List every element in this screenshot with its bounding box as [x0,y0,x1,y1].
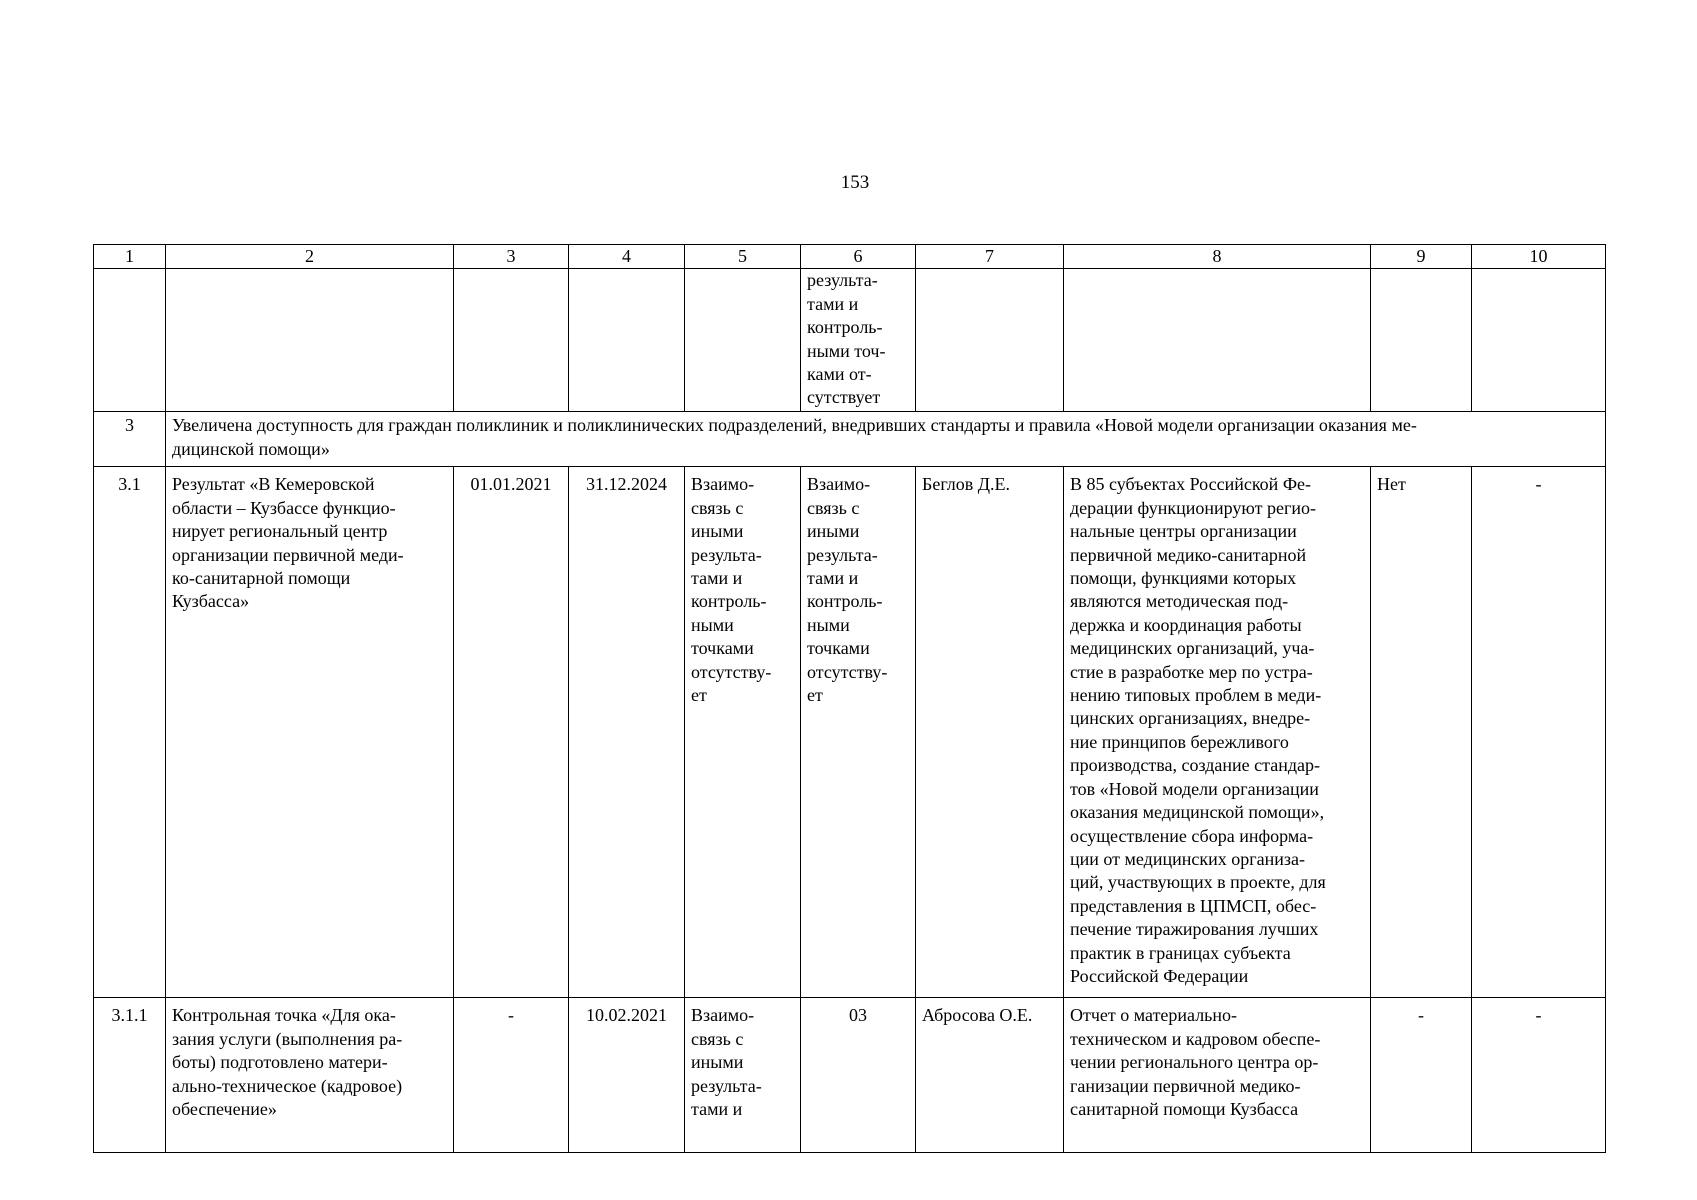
column-header: 9 [1371,245,1472,269]
col10-value: - [1472,998,1606,1153]
column-header: 7 [916,245,1064,269]
relationship-cell: Взаимо- связь с иными результа- тами и [685,998,801,1153]
empty-cell [1064,269,1371,412]
empty-cell [569,269,685,412]
end-date: 10.02.2021 [569,998,685,1153]
empty-cell [1472,269,1606,412]
column-number-header-row [94,245,1606,269]
column-header: 4 [569,245,685,269]
col10-value: - [1472,467,1606,998]
section-number: 3 [94,412,166,467]
page-number: 153 [840,172,870,193]
section-row [94,412,1606,467]
result-name: Контрольная точка «Для ока- зания услуги (выполнения ра- боты) подготовлено матери- ально-техническое (кадровое) обеспечение» [166,998,454,1153]
result-name: Результат «В Кемеровской области – Кузбассе функцио- нирует региональный центр организации первичной меди- ко-санитарной помощи Кузбасса» [166,467,454,998]
empty-cell [454,269,569,412]
empty-cell [94,269,166,412]
row-number: 3.1.1 [94,998,166,1153]
start-date: 01.01.2021 [454,467,569,998]
empty-cell [166,269,454,412]
result-description: Отчет о материально- техническом и кадровом обеспе- чении регионального центра ор- ганизации первичной медико- санитарной помощи Кузбасса [1064,998,1371,1153]
project-plan-table [93,244,1606,1153]
relationship-cell: Взаимо- связь с иными результа- тами и контроль- ными точками отсутству- ет [801,467,916,998]
end-date: 31.12.2024 [569,467,685,998]
relationship-cell: результа- тами и контроль- ными точ- ками от- сутствует [801,269,916,412]
empty-cell [1371,269,1472,412]
empty-cell [685,269,801,412]
relationship-cell: 03 [801,998,916,1153]
column-header: 5 [685,245,801,269]
col9-value: - [1371,998,1472,1153]
section-title: Увеличена доступность для граждан поликлиник и поликлинических подразделений, внедривших стандарты и правила «Новой модели организации оказания ме- дицинской помощи» [166,412,1606,467]
row-number: 3.1 [94,467,166,998]
column-header: 6 [801,245,916,269]
col9-value: Нет [1371,467,1472,998]
column-header: 3 [454,245,569,269]
responsible-person: Абросова О.Е. [916,998,1064,1153]
column-header: 8 [1064,245,1371,269]
empty-cell [916,269,1064,412]
column-header: 1 [94,245,166,269]
column-header: 2 [166,245,454,269]
continuation-row [94,269,1606,412]
start-date: - [454,998,569,1153]
table-row [94,467,1606,998]
result-description: В 85 субъектах Российской Фе- дерации функционируют регио- нальные центры организации первичной медико-санитарной помощи, функциями которых являются методическая под- держка и координация работы медицинских организаций, уча- стие в разработке мер по устра- нению типовых проблем в меди- цинских организациях, внедре- ние принципов бережливого производства, создание стандар- тов «Новой модели организации оказания медицинской помощи», осуществление сбора информа- ции от медицинских организа- ций, участвующих в проекте, для представления в ЦПМСП, обес- печение тиражирования лучших практик в границах субъекта Российской Федерации [1064,467,1371,998]
responsible-person: Беглов Д.Е. [916,467,1064,998]
relationship-cell: Взаимо- связь с иными результа- тами и контроль- ными точками отсутству- ет [685,467,801,998]
column-header: 10 [1472,245,1606,269]
table-row [94,998,1606,1153]
